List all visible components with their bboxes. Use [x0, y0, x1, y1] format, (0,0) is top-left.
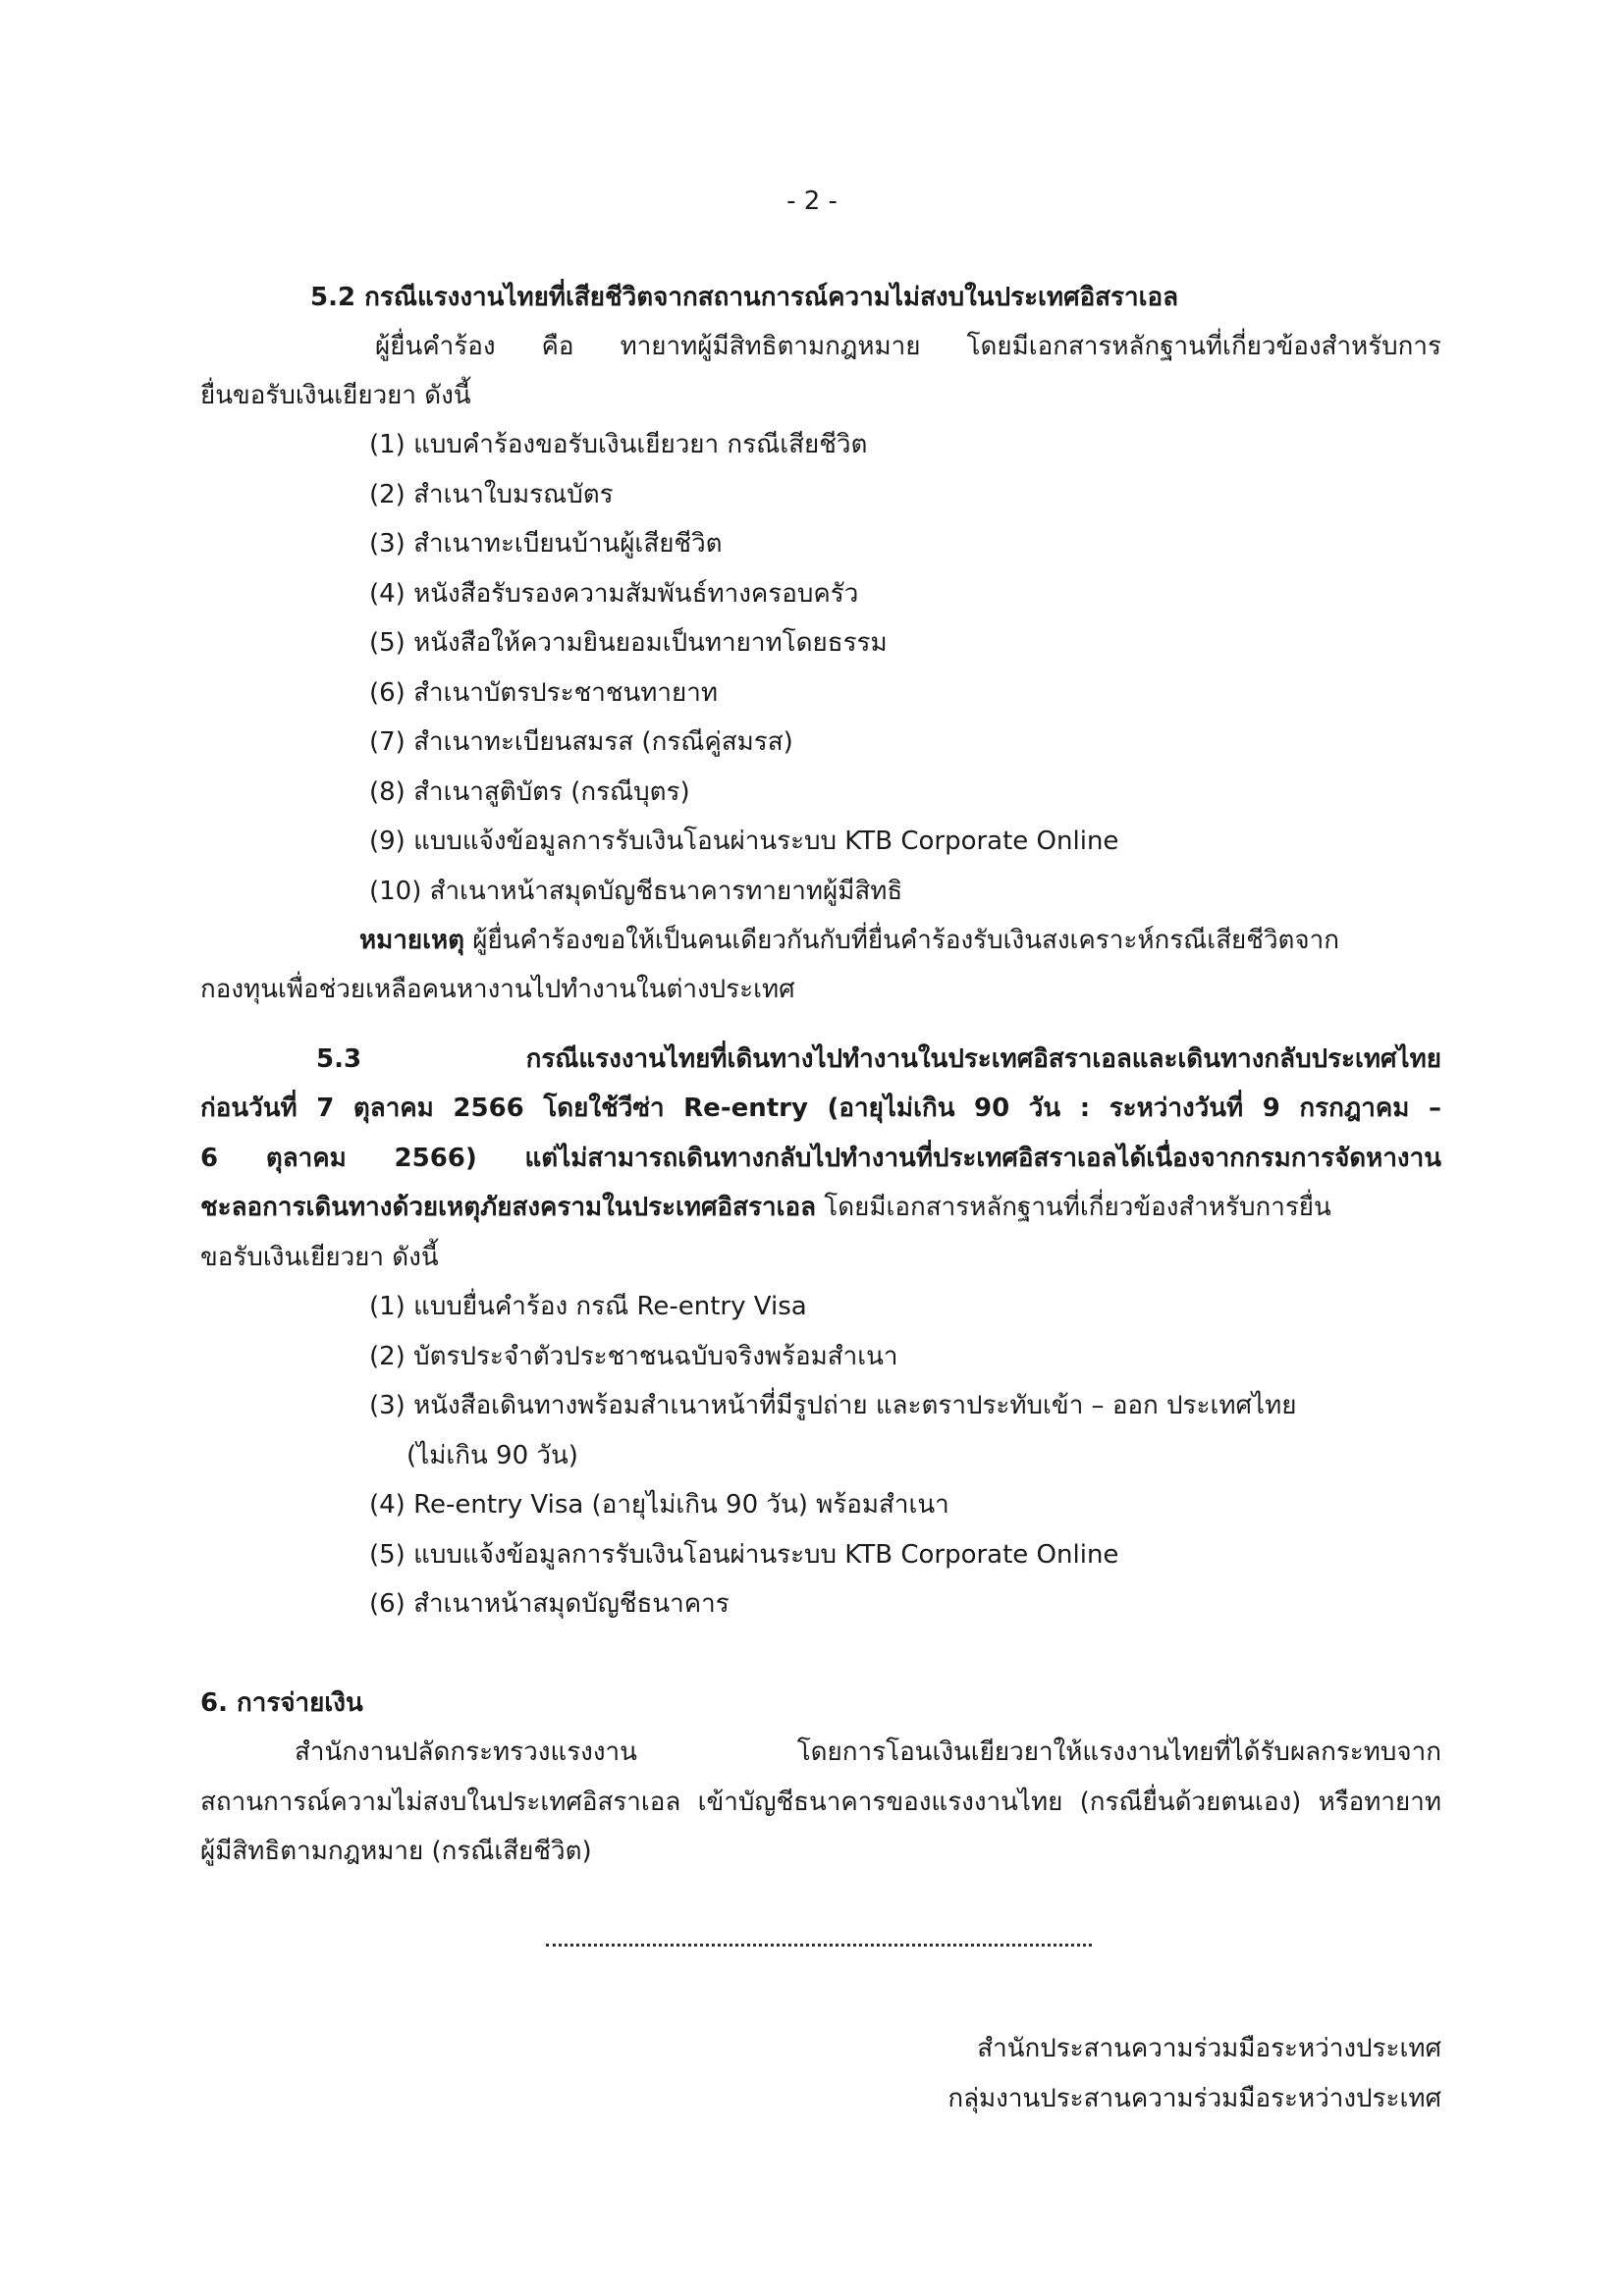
section-6-heading: 6. การจ่ายเงิน	[200, 1688, 363, 1718]
list-item: (8) สำเนาสูติบัตร (กรณีบุตร)	[369, 777, 690, 807]
section-5-3-heading-line5: ขอรับเงินเยียวยา ดังนี้	[200, 1243, 439, 1272]
list-item: (4) หนังสือรับรองความสัมพันธ์ทางครอบครัว	[369, 579, 859, 609]
list-item: (2) สำเนาใบมรณบัตร	[369, 480, 614, 509]
section-6-line3: ผู้มีสิทธิตามกฎหมาย (กรณีเสียชีวิต)	[200, 1837, 592, 1866]
list-item: (6) สำเนาบัตรประชาชนทายาท	[369, 678, 718, 708]
list-item: (3) หนังสือเดินทางพร้อมสำเนาหน้าที่มีรูปถ่าย และตราประทับเข้า – ออก ประเทศไทย	[369, 1391, 1297, 1420]
list-item: (1) แบบยื่นคำร้อง กรณี Re-entry Visa	[369, 1292, 807, 1321]
list-item: (6) สำเนาหน้าสมุดบัญชีธนาคาร	[369, 1589, 730, 1619]
heading-line4-bold: ชะลอการเดินทางด้วยเหตุภัยสงครามในประเทศอิสราเอล	[200, 1193, 817, 1222]
section-5-3-heading-line2: ก่อนวันที่ 7 ตุลาคม 2566 โดยใช้วีซ่า Re-entry (อายุไม่เกิน 90 วัน : ระหว่างวันที่ 9 กรกฎาคม –	[200, 1094, 1441, 1123]
signature-line1: สำนักประสานความร่วมมือระหว่างประเทศ	[977, 2034, 1441, 2063]
section-5-2-heading: 5.2 กรณีแรงงานไทยที่เสียชีวิตจากสถานการณ์ความไม่สงบในประเทศอิสราเอล	[310, 283, 1179, 312]
section-6-line1: สำนักงานปลัดกระทรวงแรงงาน โดยการโอนเงินเยียวยาให้แรงงานไทยที่ได้รับผลกระทบจาก	[295, 1737, 1441, 1767]
section-5-3-heading-line4	[200, 1191, 1331, 1224]
section-5-3-heading-line3: 6 ตุลาคม 2566) แต่ไม่สามารถเดินทางกลับไปทำงานที่ประเทศอิสราเอลได้เนื่องจากกรมการจัดหางาน	[200, 1144, 1441, 1173]
section-5-2-intro-line1: ผู้ยื่นคำร้อง คือ ทายาทผู้มีสิทธิตามกฎหมาย โดยมีเอกสารหลักฐานที่เกี่ยวข้องสำหรับการ	[375, 332, 1441, 361]
note-text: ผู้ยื่นคำร้องขอให้เป็นคนเดียวกันกับที่ยื่นคำร้องรับเงินสงเคราะห์กรณีเสียชีวิตจาก	[464, 926, 1340, 955]
list-item: (5) แบบแจ้งข้อมูลการรับเงินโอนผ่านระบบ KTB Corporate Online	[369, 1540, 1119, 1570]
heading-line4-rest: โดยมีเอกสารหลักฐานที่เกี่ยวข้องสำหรับการยื่น	[816, 1193, 1331, 1222]
list-item: (3) สำเนาทะเบียนบ้านผู้เสียชีวิต	[369, 529, 723, 559]
list-item-continuation: (ไม่เกิน 90 วัน)	[406, 1441, 578, 1470]
section-5-2-note-line1	[359, 924, 1339, 957]
section-5-2-intro-line2: ยื่นขอรับเงินเยียวยา ดังนี้	[200, 381, 471, 410]
section-5-2-note-line2: กองทุนเพื่อช่วยเหลือคนหางานไปทำงานในต่างประเทศ	[200, 975, 795, 1004]
section-5-3-heading-line1: 5.3 กรณีแรงงานไทยที่เดินทางไปทำงานในประเทศอิสราเอลและเดินทางกลับประเทศไทย	[316, 1044, 1441, 1074]
list-item: (1) แบบคำร้องขอรับเงินเยียวยา กรณีเสียชีวิต	[369, 430, 868, 459]
note-label: หมายเหตุ	[359, 926, 465, 955]
list-item: (2) บัตรประจำตัวประชาชนฉบับจริงพร้อมสำเนา	[369, 1342, 898, 1371]
section-6-line2: สถานการณ์ความไม่สงบในประเทศอิสราเอล เข้าบัญชีธนาคารของแรงงานไทย (กรณียื่นด้วยตนเอง) หรือทายาท	[200, 1788, 1441, 1817]
list-item: (7) สำเนาทะเบียนสมรส (กรณีคู่สมรส)	[369, 727, 793, 757]
list-item: (5) หนังสือให้ความยินยอมเป็นทายาทโดยธรรม	[369, 628, 888, 658]
list-item: (10) สำเนาหน้าสมุดบัญชีธนาคารทายาทผู้มีสิทธิ	[369, 877, 903, 906]
dotted-separator	[546, 1944, 1092, 1947]
signature-line2: กลุ่มงานประสานความร่วมมือระหว่างประเทศ	[947, 2084, 1441, 2113]
list-item: (4) Re-entry Visa (อายุไม่เกิน 90 วัน) พร้อมสำเนา	[369, 1490, 949, 1520]
page-number: - 2 -	[786, 187, 838, 216]
list-item: (9) แบบแจ้งข้อมูลการรับเงินโอนผ่านระบบ KTB Corporate Online	[369, 827, 1119, 856]
